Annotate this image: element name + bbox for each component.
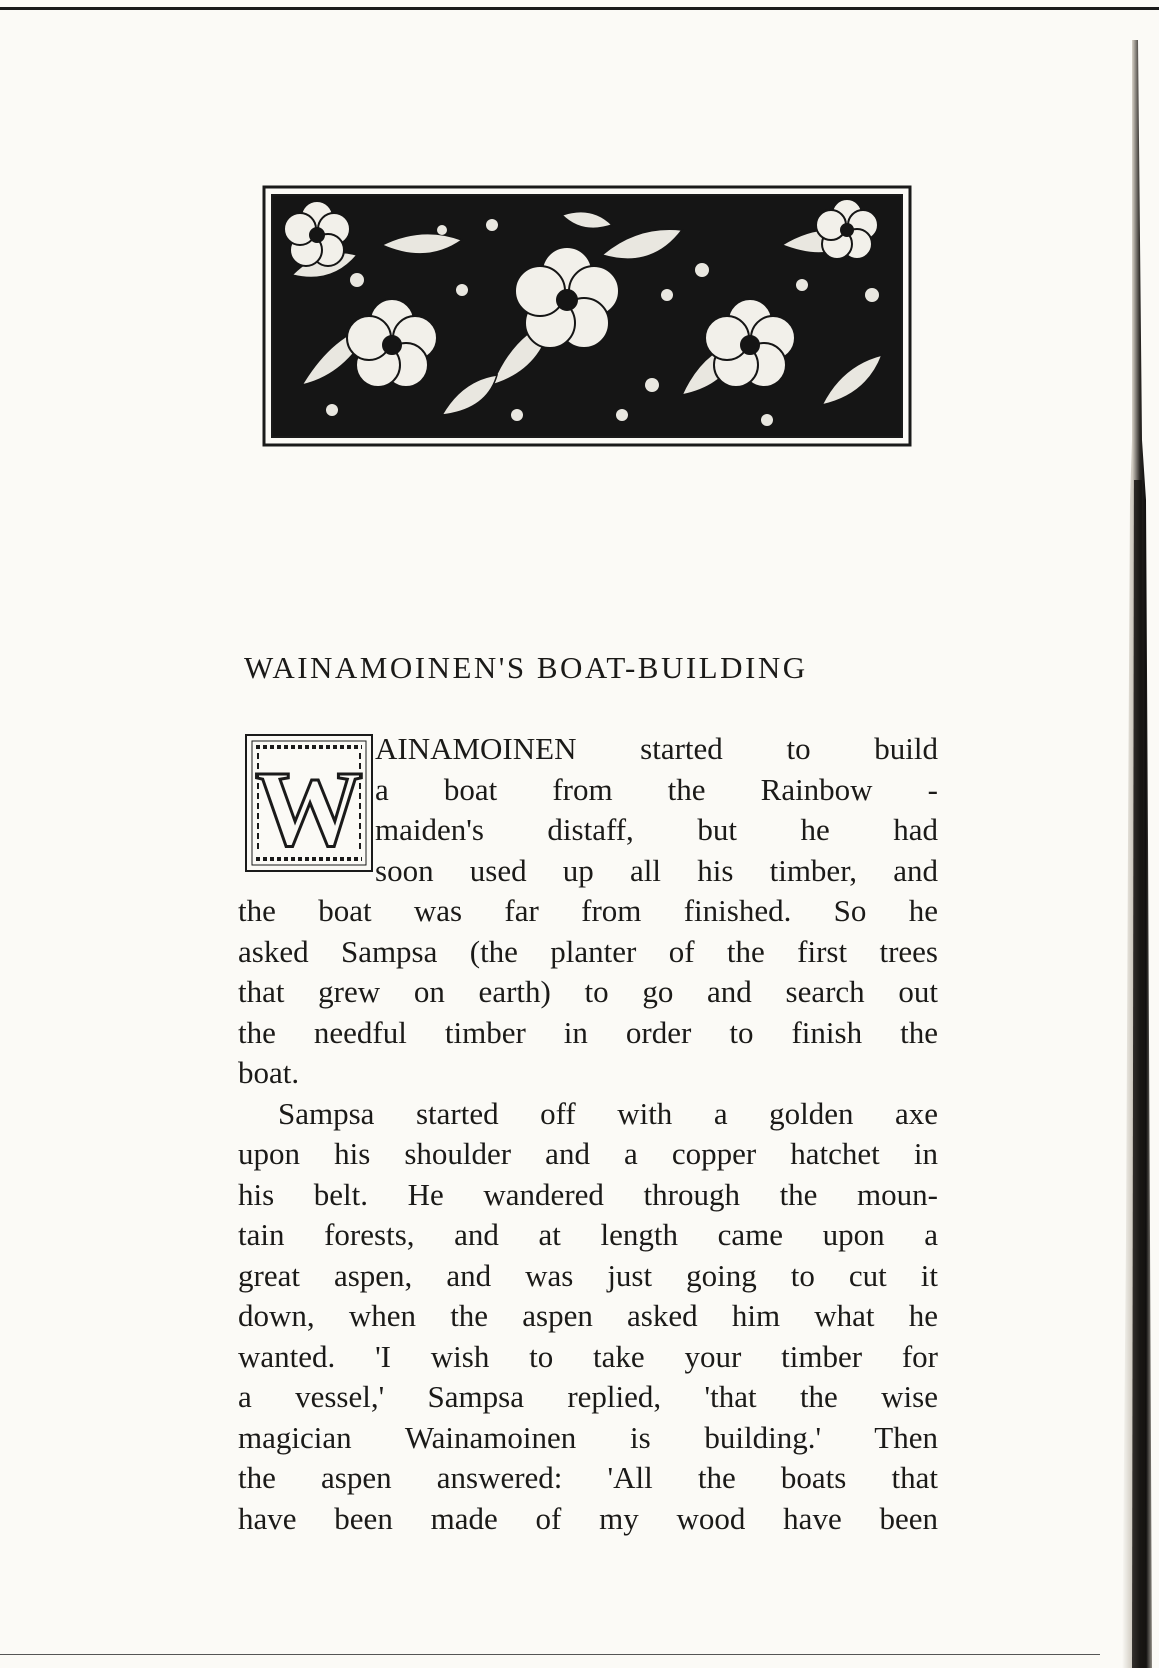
text-line: down, when the aspen asked him what he xyxy=(238,1298,938,1333)
text-line: his belt. He wandered through the moun- xyxy=(238,1176,938,1212)
drop-cap xyxy=(244,733,374,873)
drop-cap-frame xyxy=(244,733,374,873)
bottom-rule xyxy=(0,1654,1100,1655)
text-line: a vessel,' Sampsa replied, 'that the wise xyxy=(238,1379,938,1414)
text-line: the aspen answered: 'All the boats that xyxy=(238,1460,938,1495)
text-line: maiden's distaff, but he had xyxy=(375,812,938,847)
text-line: great aspen, and was just going to cut it xyxy=(238,1257,938,1293)
text-line: that grew on earth) to go and search out xyxy=(238,974,938,1009)
top-rule xyxy=(0,7,1159,10)
drop-cap-letter: W xyxy=(255,750,363,869)
text-line: upon his shoulder and a copper hatchet in xyxy=(238,1136,938,1171)
text-line: magician Wainamoinen is building.' Then xyxy=(238,1419,938,1455)
floral-banner-ornament xyxy=(262,185,912,447)
text-line: asked Sampsa (the planter of the first trees xyxy=(238,933,938,969)
text-line: soon used up all his timber, and xyxy=(375,852,938,888)
chapter-title: WAINAMOINEN'S BOAT-BUILDING xyxy=(244,650,808,685)
body-text xyxy=(238,891,938,1539)
text-line: wanted. 'I wish to take your timber for xyxy=(238,1338,938,1374)
dropcap-paragraph-lines xyxy=(375,729,938,891)
text-line: AINAMOINEN started to build xyxy=(375,731,938,766)
text-line: Sampsa started off with a golden axe xyxy=(278,1095,938,1131)
text-line: a boat from the Rainbow - xyxy=(375,771,938,807)
text-line: boat. xyxy=(238,1055,300,1090)
text-line: the boat was far from finished. So he xyxy=(238,893,938,928)
text-line: the needful timber in order to finish the xyxy=(238,1014,938,1050)
text-line: tain forests, and at length came upon a xyxy=(238,1217,938,1252)
text-line: have been made of my wood have been xyxy=(238,1500,938,1536)
binding-edge-shadow xyxy=(1102,40,1159,1668)
